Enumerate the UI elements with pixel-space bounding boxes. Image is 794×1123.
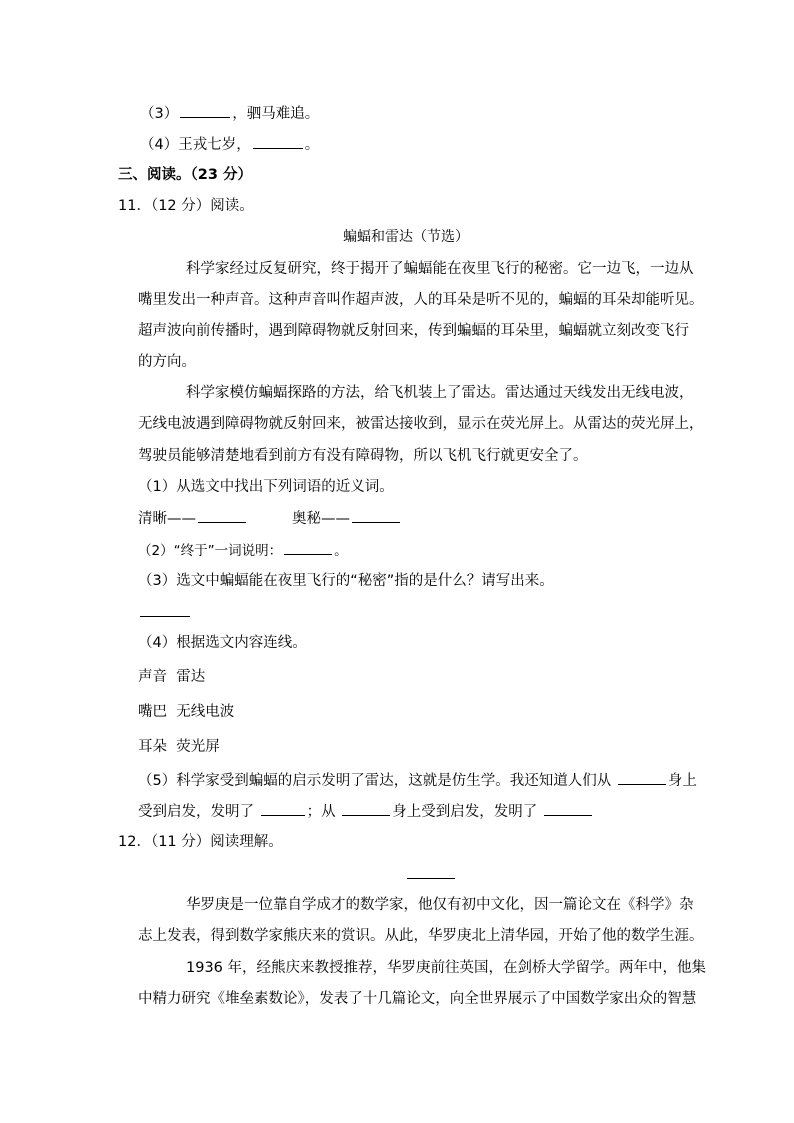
section-heading: 三、阅读。（23 分） [118, 167, 252, 183]
match-right[interactable]: 雷达 [176, 669, 206, 685]
answer-blank[interactable] [140, 602, 190, 617]
passage-line: 华罗庚是一位靠自学成才的数学家，他仅有初中文化，因一篇论文在《科学》杂 [186, 897, 694, 913]
q10-item-3: （3） ，驷马难追。 [140, 103, 319, 124]
answer-blank[interactable] [284, 540, 332, 555]
match-left[interactable]: 声音 [138, 669, 167, 685]
passage-line: 中精力研究《堆垒素数论》，发表了十几篇论文，向全世界展示了中国数学家出众的智慧 [138, 991, 697, 1007]
q12-header: 12．（11 分）阅读理解。 [118, 834, 283, 850]
q10-item-4: （4）王戎七岁， 。 [140, 134, 319, 155]
passage-line: 超声波向前传播时，遇到障碍物就反射回来，传到蝙蝠的耳朵里，蝙蝠就立刻改变飞行 [138, 323, 689, 339]
passage-line: 驾驶员能够清楚地看到前方有没有障碍物，所以飞机飞行就更安全了。 [138, 448, 588, 464]
synonym-item-2: 奥秘—— [292, 508, 402, 529]
passage-line: 科学家模仿蝙蝠探路的方法，给飞机装上了雷达。雷达通过天线发出无线电波， [186, 385, 694, 401]
sub-question-4: （4）根据选文内容连线。 [138, 635, 307, 651]
sub-question-5-line-2: 受到启发，发明了 ；从 身上受到启发，发明了 [138, 801, 594, 822]
match-right[interactable]: 无线电波 [176, 704, 235, 720]
answer-blank[interactable] [544, 801, 592, 816]
passage-line: 无线电波遇到障碍物就反射回来，被雷达接收到，显示在荧光屏上。从雷达的荧光屏上， [138, 416, 704, 432]
answer-blank[interactable] [261, 801, 305, 816]
passage-line: 嘴里发出一种声音。这种声音叫作超声波，人的耳朵是听不见的，蝙蝠的耳朵却能听见。 [138, 292, 704, 308]
passage-line: 1936 年，经熊庆来教授推荐，华罗庚前往英国，在剑桥大学留学。两年中，他集 [186, 960, 707, 976]
answer-blank[interactable] [342, 801, 390, 816]
match-row [138, 702, 234, 722]
answer-blank[interactable] [253, 134, 303, 149]
match-row [138, 737, 220, 757]
answer-blank[interactable] [180, 103, 230, 118]
q11-header: 11．（12 分）阅读。 [118, 198, 254, 214]
match-left[interactable]: 耳朵 [138, 739, 167, 755]
answer-blank[interactable] [407, 864, 455, 879]
match-left[interactable]: 嘴巴 [138, 704, 167, 720]
sub-question-3: （3）选文中蝙蝠能在夜里飞行的“秘密”指的是什么？请写出来。 [138, 573, 554, 589]
answer-blank[interactable] [352, 508, 400, 523]
answer-blank[interactable] [618, 770, 666, 785]
sub-question-1: （1）从选文中找出下列词语的近义词。 [138, 479, 394, 495]
title-blank [405, 864, 457, 885]
answer-line-q3 [138, 602, 192, 623]
answer-blank[interactable] [198, 508, 246, 523]
match-row [138, 667, 205, 687]
match-right[interactable]: 荧光屏 [176, 739, 220, 755]
passage-title: 蝙蝠和雷达（节选） [343, 229, 469, 245]
passage-line: 的方向。 [138, 354, 196, 370]
passage-line: 志上发表，得到数学家熊庆来的赏识。从此，华罗庚北上清华园，开始了他的数学生涯。 [138, 928, 704, 944]
synonym-item-1: 清晰—— [138, 508, 248, 529]
sub-question-5: （5）科学家受到蝙蝠的启示发明了雷达，这就是仿生学。我还知道人们从 身上 [138, 770, 697, 791]
passage-line: 科学家经过反复研究，终于揭开了蝙蝠能在夜里飞行的秘密。它一边飞，一边从 [186, 261, 694, 277]
sub-question-2: （2）“终于”一词说明： 。 [138, 540, 348, 561]
